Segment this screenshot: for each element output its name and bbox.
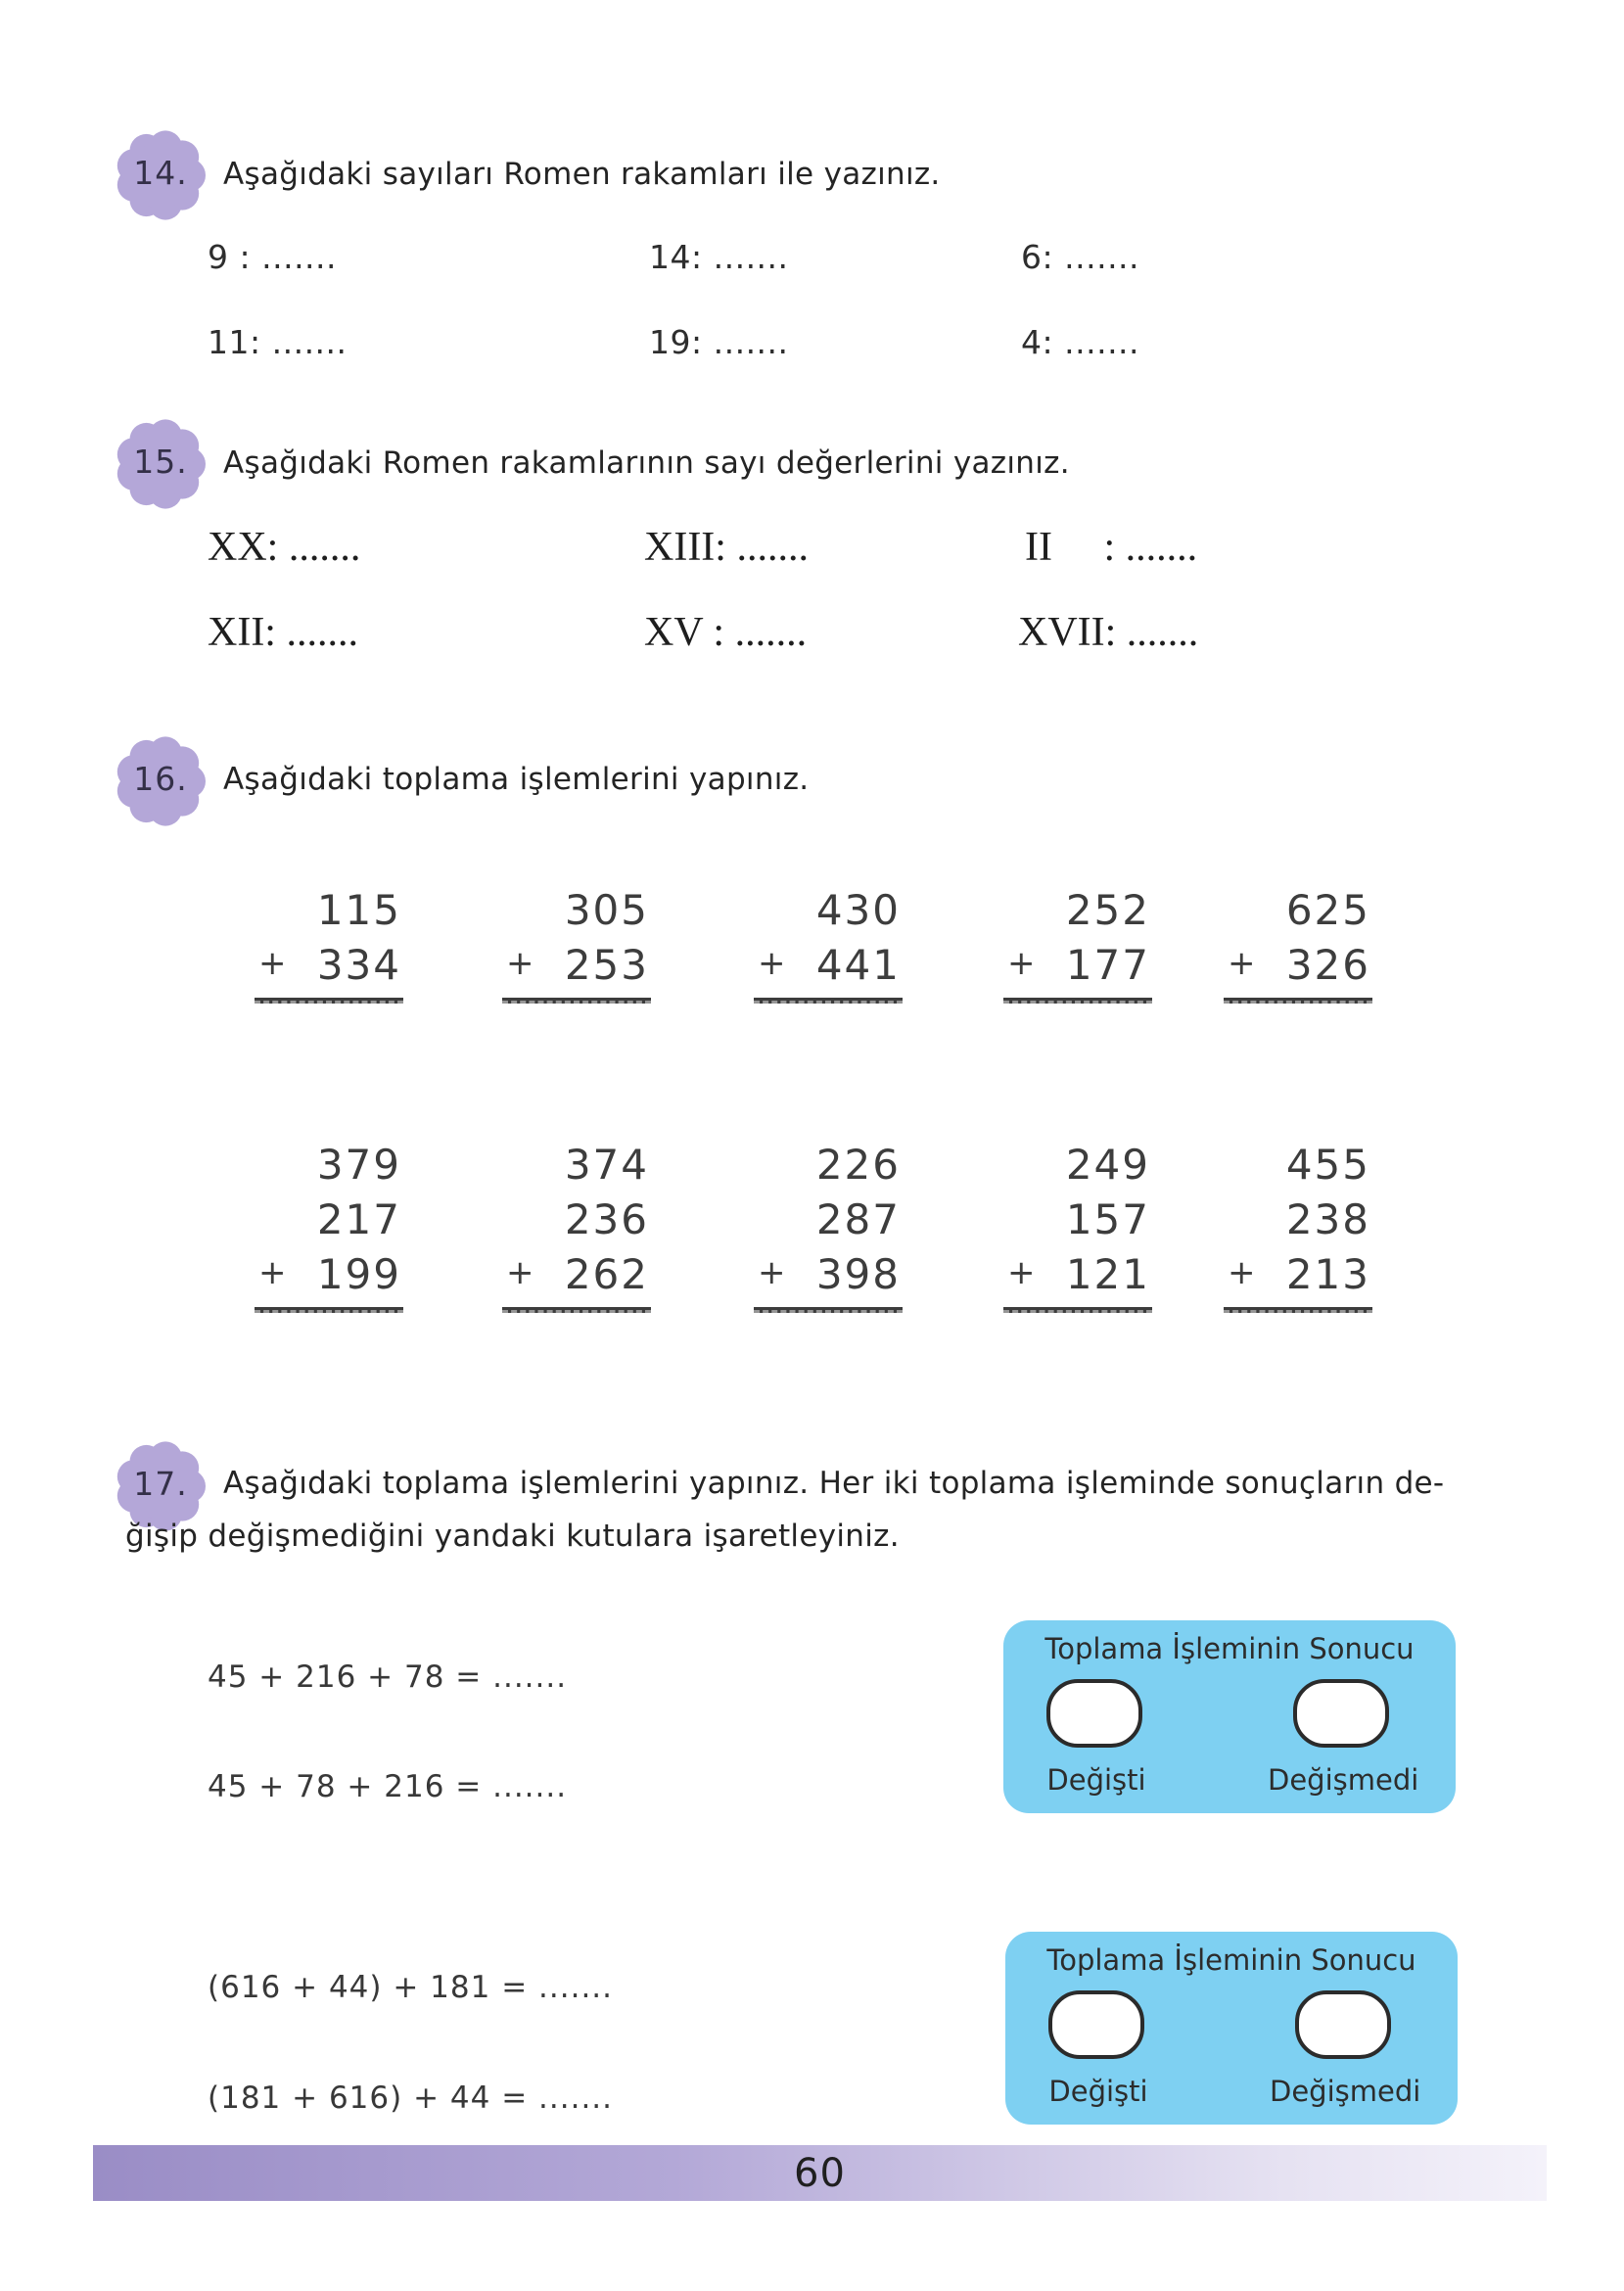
checkbox-degisti[interactable]: [1046, 1679, 1142, 1748]
addend: 253: [564, 941, 649, 989]
equation-3: (616 + 44) + 181 = .......: [208, 1970, 613, 2005]
addend: 441: [815, 941, 901, 989]
addition-problem-1: [255, 883, 411, 1004]
label-degisti: Değişti: [1046, 1763, 1146, 1797]
q14-item-11: 11: .......: [208, 323, 348, 361]
answer-line[interactable]: [255, 1307, 403, 1313]
question-14-badge: [116, 130, 206, 220]
addend: 326: [1285, 941, 1370, 989]
plus-sign: +: [258, 944, 289, 983]
question-number: 16.: [133, 759, 188, 798]
addend: 379: [316, 1141, 401, 1189]
q15-item-ii: II : .......: [1025, 525, 1198, 570]
addend: 213: [1285, 1250, 1370, 1298]
question-number: 17.: [133, 1464, 188, 1503]
addend: 334: [316, 941, 401, 989]
question-15-badge: [116, 419, 206, 509]
plus-sign: +: [258, 1253, 289, 1292]
question-17-title-line2: ğişip değişmediğini yandaki kutulara işaretleyiniz.: [125, 1519, 900, 1554]
addition-problem-4: [1003, 883, 1160, 1004]
plus-sign: +: [758, 944, 788, 983]
addend: 236: [564, 1195, 649, 1243]
addend: 121: [1065, 1250, 1150, 1298]
answer-line[interactable]: [502, 998, 651, 1004]
answer-line[interactable]: [754, 998, 903, 1004]
addend: 249: [1065, 1141, 1150, 1189]
q15-item-xx: XX: .......: [208, 525, 361, 570]
addend: 455: [1285, 1141, 1370, 1189]
equation-2: 45 + 78 + 216 = .......: [208, 1769, 568, 1804]
plus-sign: +: [1228, 1253, 1258, 1292]
label-degismedi: Değişmedi: [1268, 1763, 1419, 1797]
checkbox-degismedi[interactable]: [1293, 1679, 1389, 1748]
answer-line[interactable]: [255, 998, 403, 1004]
question-15-title: Aşağıdaki Romen rakamlarının sayı değerlerini yazınız.: [223, 445, 1070, 481]
addend: 115: [316, 886, 401, 934]
question-number: 15.: [133, 442, 188, 481]
addition-problem-8: [754, 1138, 910, 1313]
question-17-title-line1: Aşağıdaki toplama işlemlerini yapınız. Her iki toplama işleminde sonuçların de-: [223, 1466, 1445, 1501]
q14-item-19: 19: .......: [649, 323, 789, 361]
plus-sign: +: [506, 944, 536, 983]
plus-sign: +: [1007, 1253, 1038, 1292]
answer-line[interactable]: [1224, 1307, 1372, 1313]
q14-item-14: 14: .......: [649, 238, 789, 276]
question-16-title: Aşağıdaki toplama işlemlerini yapınız.: [223, 762, 810, 797]
footer-page-bar: [93, 2145, 1547, 2201]
q15-item-xv: XV : .......: [644, 610, 808, 655]
addition-problem-2: [502, 883, 659, 1004]
equation-4: (181 + 616) + 44 = .......: [208, 2081, 613, 2116]
addition-problem-10: [1224, 1138, 1380, 1313]
label-degismedi: Değişmedi: [1270, 2075, 1421, 2108]
answer-line[interactable]: [754, 1307, 903, 1313]
q15-item-xvii: XVII: .......: [1018, 610, 1199, 655]
plus-sign: +: [506, 1253, 536, 1292]
equation-1: 45 + 216 + 78 = .......: [208, 1660, 568, 1695]
addend: 374: [564, 1141, 649, 1189]
addend: 287: [815, 1195, 901, 1243]
question-number: 14.: [133, 153, 188, 192]
result-box-1: [1003, 1620, 1456, 1813]
addition-problem-3: [754, 883, 910, 1004]
result-box-title: Toplama İşleminin Sonucu: [1044, 1632, 1415, 1665]
addend: 177: [1065, 941, 1150, 989]
checkbox-degismedi[interactable]: [1295, 1990, 1391, 2059]
answer-line[interactable]: [1224, 998, 1372, 1004]
addend: 226: [815, 1141, 901, 1189]
addend: 305: [564, 886, 649, 934]
addend: 625: [1285, 886, 1370, 934]
label-degisti: Değişti: [1048, 2075, 1148, 2108]
addend: 430: [815, 886, 901, 934]
q14-item-6: 6: .......: [1021, 238, 1140, 276]
answer-line[interactable]: [502, 1307, 651, 1313]
q14-item-4: 4: .......: [1021, 323, 1140, 361]
addend: 238: [1285, 1195, 1370, 1243]
addition-problem-9: [1003, 1138, 1160, 1313]
checkbox-degisti[interactable]: [1048, 1990, 1144, 2059]
addition-problem-7: [502, 1138, 659, 1313]
addition-problem-6: [255, 1138, 411, 1313]
plus-sign: +: [1228, 944, 1258, 983]
addend: 262: [564, 1250, 649, 1298]
addend: 217: [316, 1195, 401, 1243]
q14-item-9: 9 : .......: [208, 238, 338, 276]
plus-sign: +: [1007, 944, 1038, 983]
addend: 157: [1065, 1195, 1150, 1243]
q15-item-xiii: XIII: .......: [644, 525, 809, 570]
addition-problem-5: [1224, 883, 1380, 1004]
result-box-2: [1005, 1932, 1458, 2125]
plus-sign: +: [758, 1253, 788, 1292]
page-number: 60: [794, 2150, 846, 2196]
question-14-title: Aşağıdaki sayıları Romen rakamları ile yazınız.: [223, 157, 941, 192]
addend: 199: [316, 1250, 401, 1298]
q15-item-xii: XII: .......: [208, 610, 358, 655]
answer-line[interactable]: [1003, 1307, 1152, 1313]
addend: 252: [1065, 886, 1150, 934]
answer-line[interactable]: [1003, 998, 1152, 1004]
addend: 398: [815, 1250, 901, 1298]
question-16-badge: [116, 736, 206, 826]
result-box-title: Toplama İşleminin Sonucu: [1046, 1943, 1416, 1977]
